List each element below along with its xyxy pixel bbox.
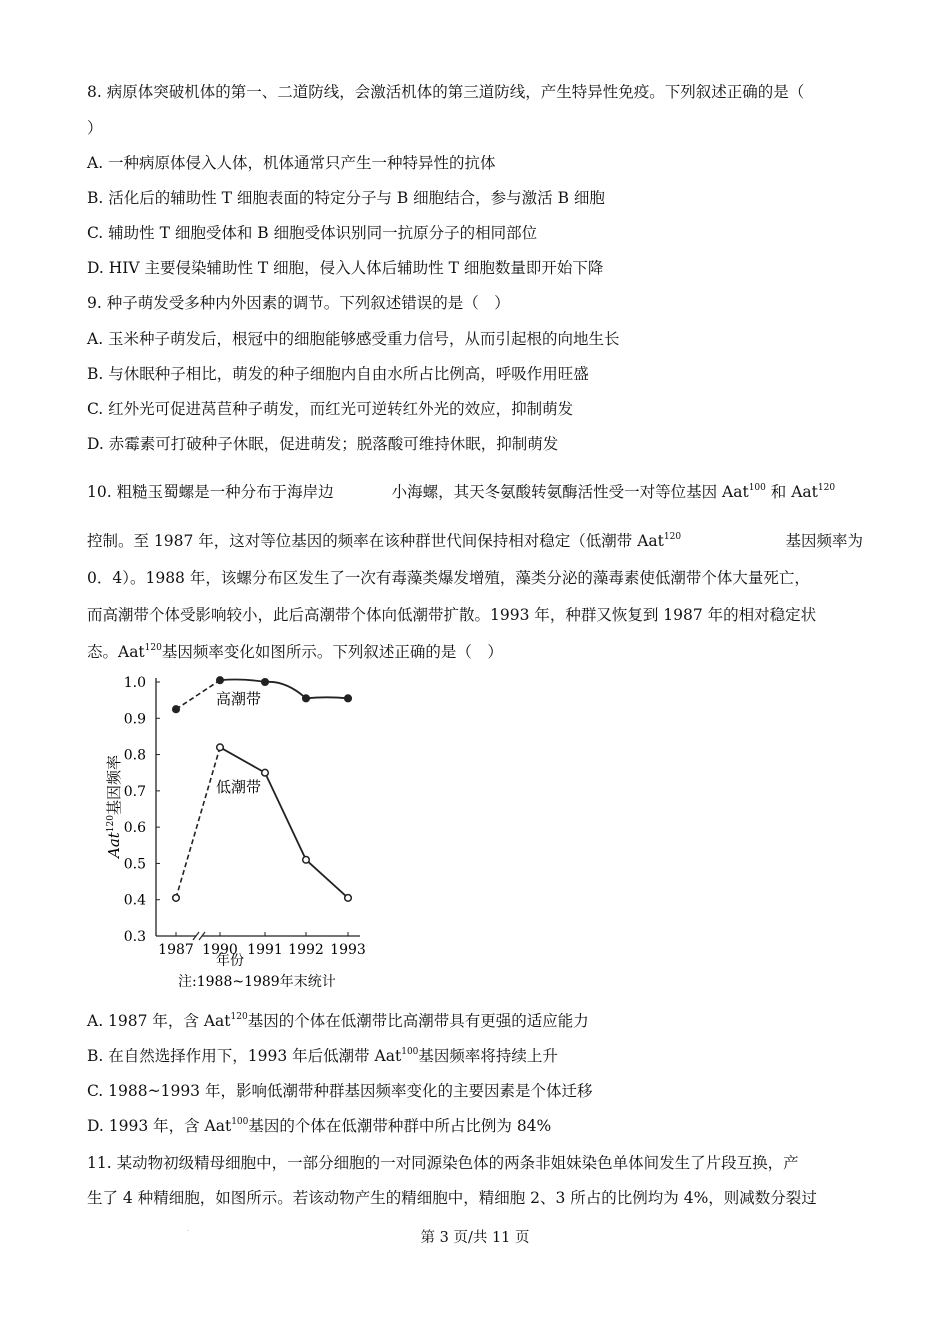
- q9-stem: 9. 种子萌发受多种内外因素的调节。下列叙述错误的是（ ）: [87, 294, 510, 312]
- y-tick-label: 0.4: [123, 892, 146, 909]
- q10-stem-line4: 而高潮带个体受影响较小，此后高潮带个体向低潮带扩散。1993 年，种群又恢复到 1987 年的相对稳定状: [87, 606, 817, 624]
- aat120-frequency-chart: [100, 668, 390, 998]
- q9-option-a: A. 玉米种子萌发后，根冠中的细胞能够感受重力信号，从而引起根的向地生长: [87, 330, 620, 348]
- page-footer: 第 3 页/共 11 页: [420, 1230, 530, 1246]
- q10-stem-line1: 10. 粗糙玉蜀螺是一种分布于海岸边 小海螺，其天冬氨酸转氨酶活性受一对等位基因 Aat$^{100}$ 和 Aat$^{120}$: [87, 483, 836, 501]
- series-high-tide-point: [173, 706, 180, 713]
- q11-stem-line2: 生了 4 种精细胞，如图所示。若该动物产生的精细胞中，精细胞 2、3 所占的比例均为 4%，则减数分裂过: [87, 1189, 817, 1207]
- y-axis-title: Aat$^{120}$基因频率: [105, 754, 123, 858]
- series-label-low-tide: 低潮带: [216, 778, 262, 796]
- q10-stem-line3: 0．4）。1988 年，该螺分布区发生了一次有毒藻类爆发增殖，藻类分泌的藻毒素使低潮带个体大量死亡，: [87, 569, 810, 587]
- x-tick-label: 1987: [158, 942, 194, 958]
- q8-stem-line1: 8. 病原体突破机体的第一、二道防线，会激活机体的第三道防线，产生特异性免疫。下列叙述正确的是（: [87, 83, 805, 101]
- chart-note: 注:1988~1989年末统计: [178, 974, 336, 990]
- q8-option-a: A. 一种病原体侵入人体，机体通常只产生一种特异性的抗体: [87, 154, 496, 172]
- q9-option-c: C. 红外光可促进莴苣种子萌发，而红光可逆转红外光的效应，抑制萌发: [87, 400, 574, 418]
- q10-option-c: C. 1988~1993 年，影响低潮带种群基因频率变化的主要因素是个体迁移: [87, 1082, 593, 1100]
- series-low-tide-point: [262, 769, 269, 776]
- q8-option-d: D. HIV 主要侵染辅助性 T 细胞，侵入人体后辅助性 T 细胞数量即开始下降: [87, 259, 604, 277]
- q10-stem-line2: 控制。至 1987 年，这对等位基因的频率在该种群世代间保持相对稳定（低潮带 Aat$^{120}$ 基因频率为: [87, 532, 863, 550]
- y-tick-label: 0.7: [123, 783, 146, 800]
- x-tick-label: 1992: [288, 942, 324, 958]
- q9-option-b: B. 与休眠种子相比，萌发的种子细胞内自由水所占比例高，呼吸作用旺盛: [87, 365, 589, 383]
- x-tick-label: 1990: [202, 942, 238, 958]
- q10-option-b: B. 在自然选择作用下，1993 年后低潮带 Aat$^{100}$基因频率将持续上升: [87, 1047, 558, 1065]
- series-high-tide-point: [217, 677, 224, 684]
- q10-option-a: A. 1987 年，含 Aat$^{120}$基因的个体在低潮带比高潮带具有更强的适应能力: [87, 1012, 589, 1030]
- q9-option-d: D. 赤霉素可打破种子休眠，促进萌发；脱落酸可维持休眠，抑制萌发: [87, 435, 559, 453]
- series-low-tide-line: [220, 747, 348, 898]
- y-tick-label: 0.6: [123, 820, 146, 837]
- series-low-tide-point: [173, 895, 180, 902]
- series-high-tide-point: [303, 695, 310, 702]
- series-low-tide-point: [303, 857, 310, 864]
- q8-option-c: C. 辅助性 T 细胞受体和 B 细胞受体识别同一抗原分子的相同部位: [87, 224, 538, 242]
- series-low-tide-dashed-segment: [176, 747, 220, 898]
- y-tick-label: 0.8: [123, 747, 146, 764]
- y-tick-label: 0.3: [123, 929, 146, 945]
- series-high-tide-point: [345, 695, 352, 702]
- y-tick-label: 0.9: [123, 711, 146, 728]
- q8-stem-line2: ）: [87, 119, 103, 137]
- series-low-tide-point: [217, 744, 224, 751]
- x-tick-label: 1993: [330, 942, 366, 958]
- q10-option-d: D. 1993 年，含 Aat$^{100}$基因的个体在低潮带种群中所占比例为 84%: [87, 1117, 552, 1135]
- y-tick-label: 0.5: [123, 856, 146, 873]
- series-high-tide-point: [262, 679, 269, 686]
- q11-stem-line1: 11. 某动物初级精母细胞中，一部分细胞的一对同源染色体的两条非姐妹染色单体间发生了片段互换，产: [87, 1154, 799, 1172]
- q8-option-b: B. 活化后的辅助性 T 细胞表面的特定分子与 B 细胞结合，参与激活 B 细胞: [87, 189, 605, 207]
- series-label-high-tide: 高潮带: [216, 690, 262, 708]
- q10-stem-line5: 态。Aat$^{120}$基因频率变化如图所示。下列叙述正确的是（ ）: [87, 643, 503, 661]
- x-axis-title: 年份: [216, 953, 244, 969]
- series-high-tide-dashed-segment: [176, 680, 220, 709]
- x-tick-label: 1991: [247, 942, 283, 958]
- scan-speck: ·: [187, 1228, 189, 1235]
- series-low-tide-point: [345, 895, 352, 902]
- y-tick-label: 1.0: [123, 675, 146, 691]
